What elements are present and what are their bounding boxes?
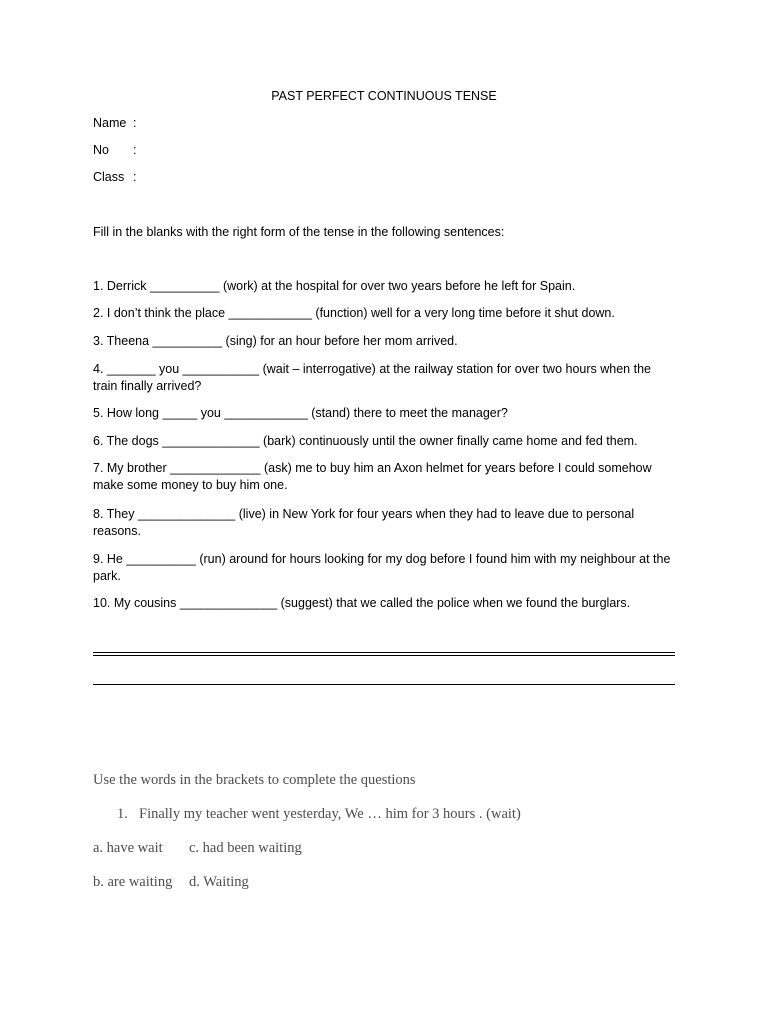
option-d: d. Waiting — [189, 874, 249, 890]
single-divider — [93, 684, 675, 685]
part2-question-text: Finally my teacher went yesterday, We … him for 3 hours . (wait) — [139, 806, 521, 822]
option-c: c. had been waiting — [189, 840, 302, 856]
question-9: 9. He __________ (run) around for hours looking for my dog before I found him with my neighbour at the park. — [93, 552, 671, 583]
question-2: 2. I don’t think the place ____________ (function) well for a very long time before it shut down. — [93, 306, 615, 320]
part2-question-number: 1. — [117, 806, 128, 822]
question-4: 4. _______ you ___________ (wait – interrogative) at the railway station for over two hours when the train finally arrived? — [93, 362, 651, 393]
number-label: No — [93, 143, 109, 157]
class-separator: : — [133, 170, 137, 184]
double-divider — [93, 652, 675, 656]
name-label: Name — [93, 116, 127, 130]
question-7: 7. My brother _____________ (ask) me to buy him an Axon helmet for years before I could somehow make some money to buy him one. — [93, 461, 652, 492]
question-3: 3. Theena __________ (sing) for an hour before her mom arrived. — [93, 334, 458, 348]
part2-question-1 — [117, 805, 521, 823]
part2-instruction: Use the words in the brackets to complete the questions — [93, 772, 416, 788]
class-label: Class — [93, 170, 125, 184]
question-1: 1. Derrick __________ (work) at the hospital for over two years before he left for Spain. — [93, 279, 576, 293]
number-field — [93, 142, 136, 159]
instruction-text: Fill in the blanks with the right form of the tense in the following sentences: — [93, 225, 505, 239]
part2-options-row-1 — [93, 839, 302, 857]
part2-options-row-2 — [93, 873, 249, 891]
option-a: a. have wait — [93, 840, 163, 856]
number-separator: : — [133, 143, 137, 157]
option-b: b. are waiting — [93, 874, 173, 890]
question-8: 8. They ______________ (live) in New York for four years when they had to leave due to personal reasons. — [93, 507, 635, 538]
question-6: 6. The dogs ______________ (bark) continuously until the owner finally came home and fed them. — [93, 434, 638, 448]
name-field — [93, 115, 136, 132]
question-10: 10. My cousins ______________ (suggest) that we called the police when we found the burglars. — [93, 596, 631, 610]
page-title: PAST PERFECT CONTINUOUS TENSE — [271, 89, 497, 103]
name-separator: : — [133, 116, 137, 130]
question-5: 5. How long _____ you ____________ (stand) there to meet the manager? — [93, 406, 508, 420]
class-field — [93, 169, 136, 186]
